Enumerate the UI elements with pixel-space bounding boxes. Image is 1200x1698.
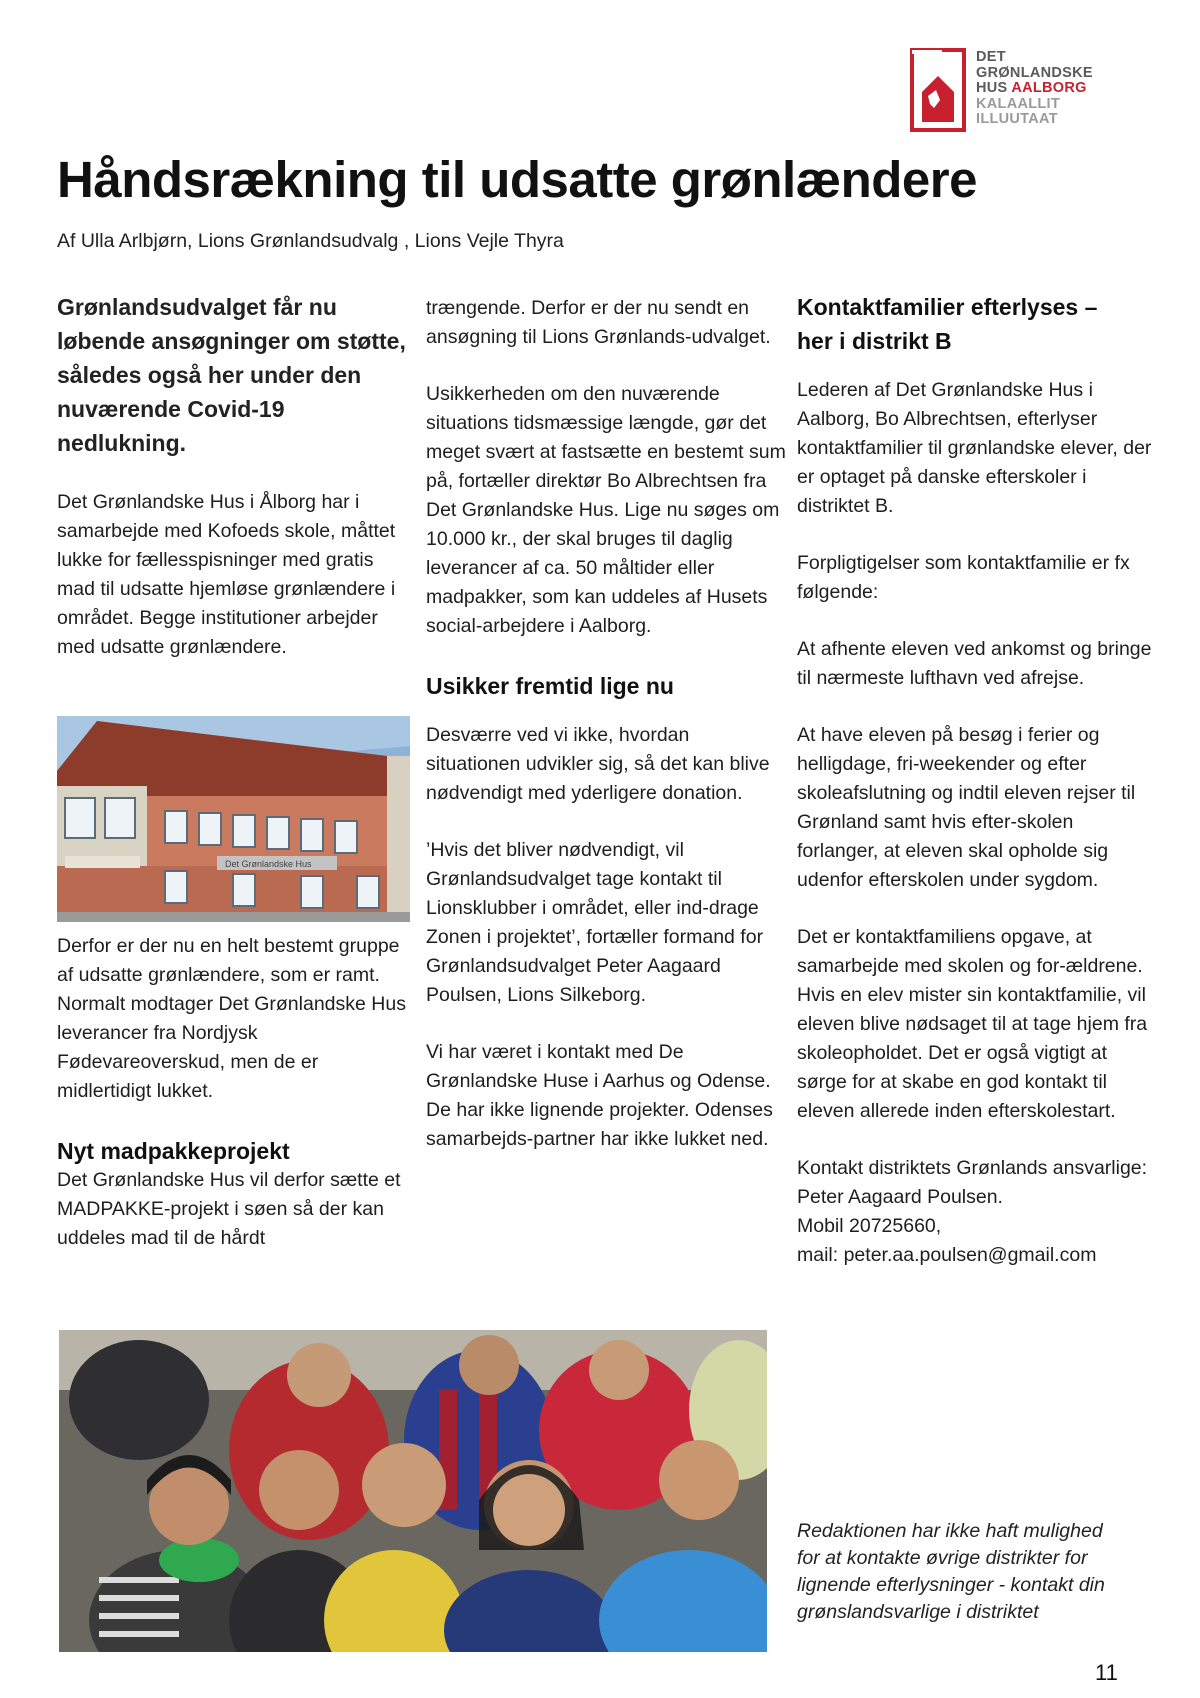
column-1-bottom — [57, 932, 412, 1253]
quote-paragraph: ’Hvis det bliver nødvendigt, vil Grønlandsudvalget tage kontakt til Lionsklubber i området, eller ind-drage Zonen i projektet’, fortæller formand for Grønlandsudvalget Peter Aagaard Poulsen, Lions Silkeborg. — [426, 839, 764, 1006]
paragraph: Derfor er der nu en helt bestemt gruppe af udsatte grønlændere, som er ramt. Normalt modtager Det Grønlandske Hus leverancer fra Nordjysk Fødevareoverskud, men de er midlertidigt lukket. — [57, 935, 406, 1102]
group-image — [59, 1330, 767, 1652]
byline: Af Ulla Arlbjørn, Lions Grønlandsudvalg , Lions Vejle Thyra — [57, 230, 564, 252]
paragraph: At afhente eleven ved ankomst og bringe til nærmeste lufthavn ved afrejse. — [797, 638, 1152, 689]
logo-line: ILLUUTAAT — [976, 111, 1058, 127]
logo-wordmark — [976, 50, 1093, 128]
lead-paragraph: Grønlandsudvalget får nu løbende ansøgninger om støtte, således også her under den nuværende Covid-19 nedlukning. — [57, 294, 406, 456]
column-2 — [426, 294, 786, 1154]
logo-line: KALAALLIT — [976, 95, 1061, 112]
contact-email: mail: peter.aa.poulsen@gmail.com — [797, 1244, 1097, 1266]
building-photo — [57, 716, 410, 922]
paragraph: Det Grønlandske Hus i Ålborg har i samarbejde med Kofoeds skole, måttet lukke for fællesspisninger med gratis mad til udsatte hjemløse grønlændere i området. Begge institutioner arbejder med udsatte grønlændere. — [57, 491, 396, 658]
paragraph: Det er kontaktfamiliens opgave, at samarbejde med skolen og for-ældrene. Hvis en elev mister sin kontaktfamilie, vil eleven blive nødsaget til at tage hjem fra skoleopholdet. Det er også vigtigt at sørge for at skabe en god kontakt til eleven allerede inden efterskolestart. — [797, 926, 1148, 1122]
paragraph: At have eleven på besøg i ferier og helligdage, fri-weekender og efter skoleafslutning og indtil eleven rejser til Grønland samt hvis efter-skolen forlanger, at eleven skal opholde sig udenfor efterskolen under sygdom. — [797, 724, 1136, 891]
group-photo — [59, 1330, 767, 1652]
paragraph: Forpligtigelser som kontaktfamilie er fx følgende: — [797, 552, 1130, 603]
logo-line: GRØNLANDSKE — [976, 64, 1093, 81]
subhead-madpakkeprojekt: Nyt madpakkeprojekt — [57, 1138, 290, 1164]
article-title: Håndsrækning til udsatte grønlændere — [57, 151, 977, 208]
subhead-kontaktfamilier: Kontaktfamilier efterlyses – her i distrikt B — [797, 294, 1098, 354]
building-sign: Det Grønlandske Hus — [225, 859, 312, 869]
paragraph: Lederen af Det Grønlandske Hus i Aalborg, Bo Albrechtsen, efterlyser kontaktfamilier til grønlandske elever, der er optaget på danske efterskoler i distriktet B. — [797, 379, 1152, 517]
building-image — [57, 716, 410, 922]
logo-line-accent: AALBORG — [1011, 80, 1087, 96]
subhead-usikker-fremtid: Usikker fremtid lige nu — [426, 673, 674, 699]
logo — [910, 48, 1130, 136]
contact-phone: Mobil 20725660, — [797, 1215, 942, 1237]
logo-line: HUS — [976, 80, 1012, 96]
paragraph: Vi har været i kontakt med De Grønlandske Huse i Aarhus og Odense. De har ikke lignende projekter. Odenses samarbejds-partner har ikke lukket ned. — [426, 1041, 773, 1150]
page-number: 11 — [1095, 1660, 1118, 1685]
greenland-house-logo-icon — [910, 48, 966, 132]
column-1-top — [57, 290, 412, 662]
logo-line: DET — [976, 49, 1006, 65]
column-3 — [797, 290, 1157, 1270]
paragraph: Desværre ved vi ikke, hvordan situationen udvikler sig, så det kan blive nødvendigt med yderligere donation. — [426, 724, 770, 804]
paragraph: trængende. Derfor er der nu sendt en ansøgning til Lions Grønlands-udvalget. — [426, 297, 771, 348]
paragraph: Usikkerheden om den nuværende situations tidsmæssige længde, gør det meget svært at fastsætte en bestemt sum på, fortæller direktør Bo Albrechtsen fra Det Grønlandske Hus. Lige nu søges om 10.000 kr., der skal bruges til daglig leverancer af ca. 50 måltider eller madpakker, som kan uddeles af Husets social-arbejdere i Aalborg. — [426, 383, 786, 637]
paragraph: Det Grønlandske Hus vil derfor sætte et MADPAKKE-projekt i søen så der kan uddeles mad til de hårdt — [57, 1169, 401, 1249]
editorial-note: Redaktionen har ikke haft mulighed for at kontakte øvrige distrikter for lignende efterlysninger - kontakt din grønslandsvarlige i distriktet — [797, 1520, 1105, 1623]
contact-paragraph: Kontakt distriktets Grønlands ansvarlige: Peter Aagaard Poulsen. — [797, 1157, 1148, 1208]
